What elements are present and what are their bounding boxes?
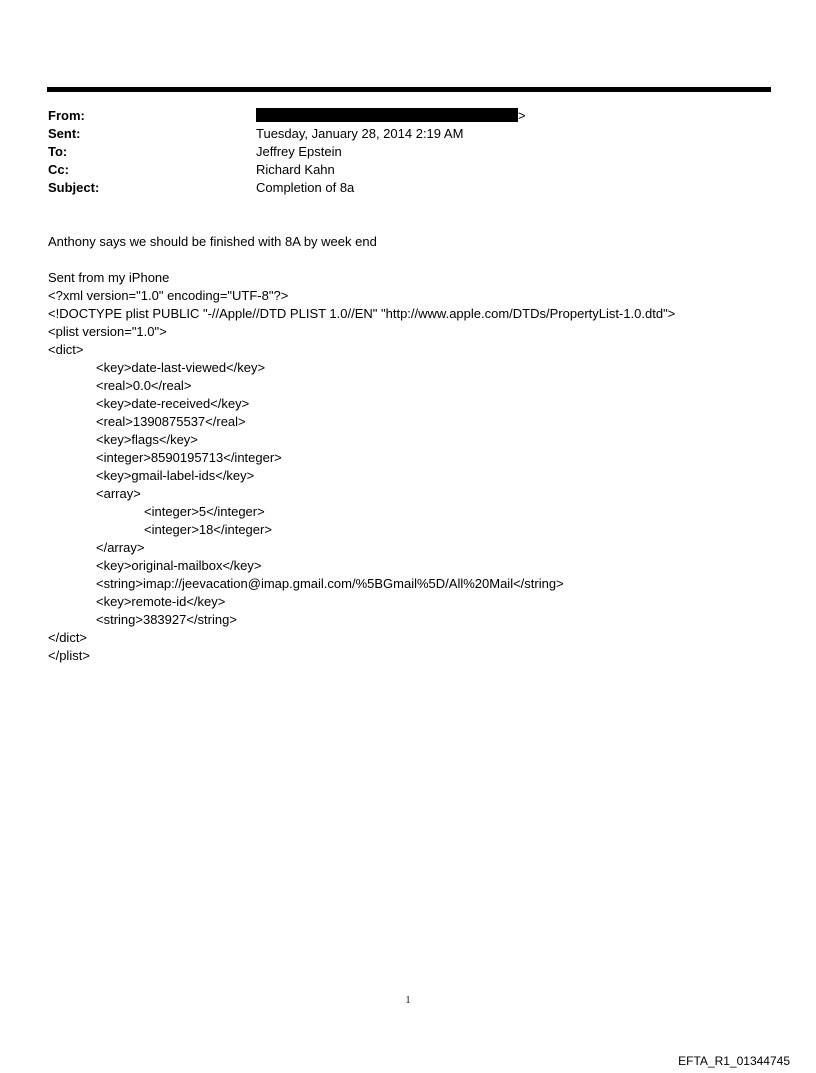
- plist-line: <real>0.0</real>: [96, 378, 192, 393]
- plist-line: <string>imap://jeevacation@imap.gmail.com/%5BGmail%5D/All%20Mail</string>: [96, 576, 564, 591]
- to-label: To:: [48, 144, 68, 159]
- email-header: [48, 107, 526, 197]
- plist-block: [48, 287, 788, 665]
- plist-line: <key>remote-id</key>: [96, 594, 226, 609]
- plist-line: <!DOCTYPE plist PUBLIC "-//Apple//DTD PLIST 1.0//EN" "http://www.apple.com/DTDs/PropertyList-1.0.dtd">: [48, 306, 676, 321]
- plist-line: <real>1390875537</real>: [96, 414, 246, 429]
- plist-line: <key>date-last-viewed</key>: [96, 360, 266, 375]
- to-value: Jeffrey Epstein: [256, 144, 342, 159]
- plist-line: <integer>18</integer>: [144, 522, 272, 537]
- from-suffix: >: [518, 108, 526, 123]
- email-body: [48, 233, 788, 665]
- to-row: [48, 143, 526, 161]
- plist-line: <dict>: [48, 342, 84, 357]
- cc-label: Cc:: [48, 162, 69, 177]
- from-value: [256, 107, 526, 125]
- from-row: [48, 107, 526, 125]
- plist-line: </plist>: [48, 648, 90, 663]
- plist-line: </dict>: [48, 630, 88, 645]
- plist-line: <integer>8590195713</integer>: [96, 450, 282, 465]
- subject-label: Subject:: [48, 180, 100, 195]
- plist-line: <key>flags</key>: [96, 432, 198, 447]
- plist-line: <key>original-mailbox</key>: [96, 558, 262, 573]
- sent-row: [48, 125, 526, 143]
- sent-value: Tuesday, January 28, 2014 2:19 AM: [256, 126, 464, 141]
- plist-line: <key>gmail-label-ids</key>: [96, 468, 255, 483]
- sent-label: Sent:: [48, 126, 81, 141]
- message-text: Anthony says we should be finished with 8A by week end: [48, 234, 377, 249]
- cc-value: Richard Kahn: [256, 162, 335, 177]
- plist-line: <integer>5</integer>: [144, 504, 265, 519]
- redaction-block: [256, 108, 518, 122]
- subject-value: Completion of 8a: [256, 180, 355, 195]
- plist-line: <?xml version="1.0" encoding="UTF-8"?>: [48, 288, 289, 303]
- subject-row: [48, 179, 526, 197]
- cc-row: [48, 161, 526, 179]
- plist-line: <key>date-received</key>: [96, 396, 250, 411]
- document-id: EFTA_R1_01344745: [678, 1054, 790, 1068]
- header-divider: [47, 87, 771, 92]
- plist-line: </array>: [96, 540, 145, 555]
- page-number: 1: [405, 995, 411, 1006]
- plist-line: <plist version="1.0">: [48, 324, 167, 339]
- plist-line: <string>383927</string>: [96, 612, 237, 627]
- signature-text: Sent from my iPhone: [48, 270, 170, 285]
- plist-line: <array>: [96, 486, 141, 501]
- from-label: From:: [48, 108, 85, 123]
